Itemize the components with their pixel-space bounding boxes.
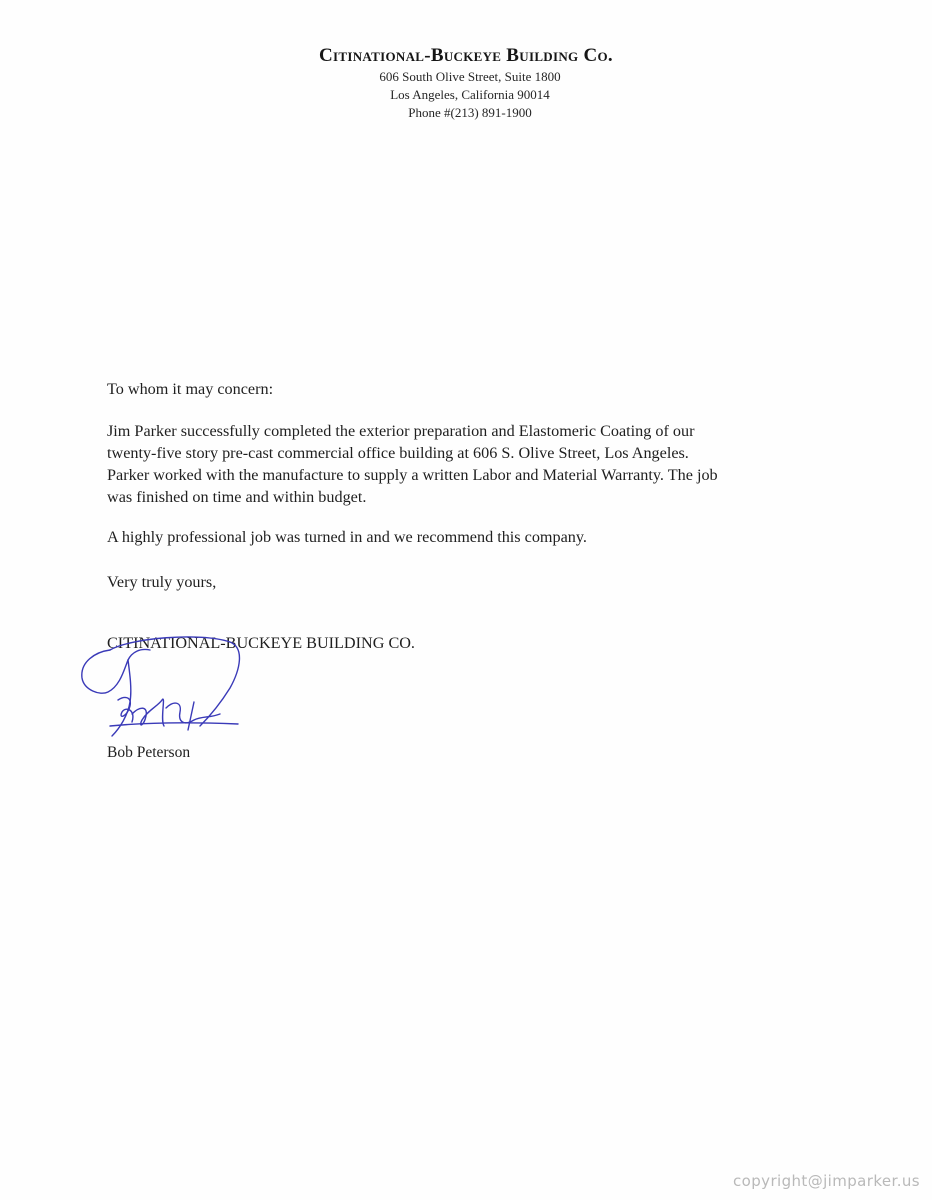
salutation: To whom it may concern: [107,380,274,398]
signature-stroke [188,702,194,730]
closing: Very truly yours, [107,573,217,591]
paragraph-line: Jim Parker successfully completed the exterior preparation and Elastomeric Coating of our [107,422,695,440]
paragraph-line: was finished on time and within budget. [107,488,367,506]
signer-name: Bob Peterson [107,744,191,761]
phone-number: Phone #(213) 891-1900 [408,105,532,120]
signature-stroke [110,637,239,726]
body-paragraph-2: A highly professional job was turned in and we recommend this company. [107,528,587,546]
address-line-1: 606 South Olive Street, Suite 1800 [379,69,561,84]
signature-stroke [118,698,133,722]
signature-stroke [82,649,150,693]
company-name: Citinational-Buckeye Building Co. [319,45,613,66]
letterhead [0,44,932,122]
address-line-2: Los Angeles, California 90014 [390,87,550,102]
paragraph-line: twenty-five story pre-cast commercial office building at 606 S. Olive Street, Los Angeles. [107,444,689,462]
handwritten-signature [70,630,260,745]
signature-stroke [110,723,238,726]
body-paragraph-1 [107,420,823,508]
signature-stroke [132,699,164,726]
signature-company: CITINATIONAL-BUCKEYE BUILDING CO. [107,634,415,652]
copyright-watermark: copyright@jimparker.us [733,1172,920,1190]
paragraph-line: Parker worked with the manufacture to supply a written Labor and Material Warranty. The job [107,466,718,484]
